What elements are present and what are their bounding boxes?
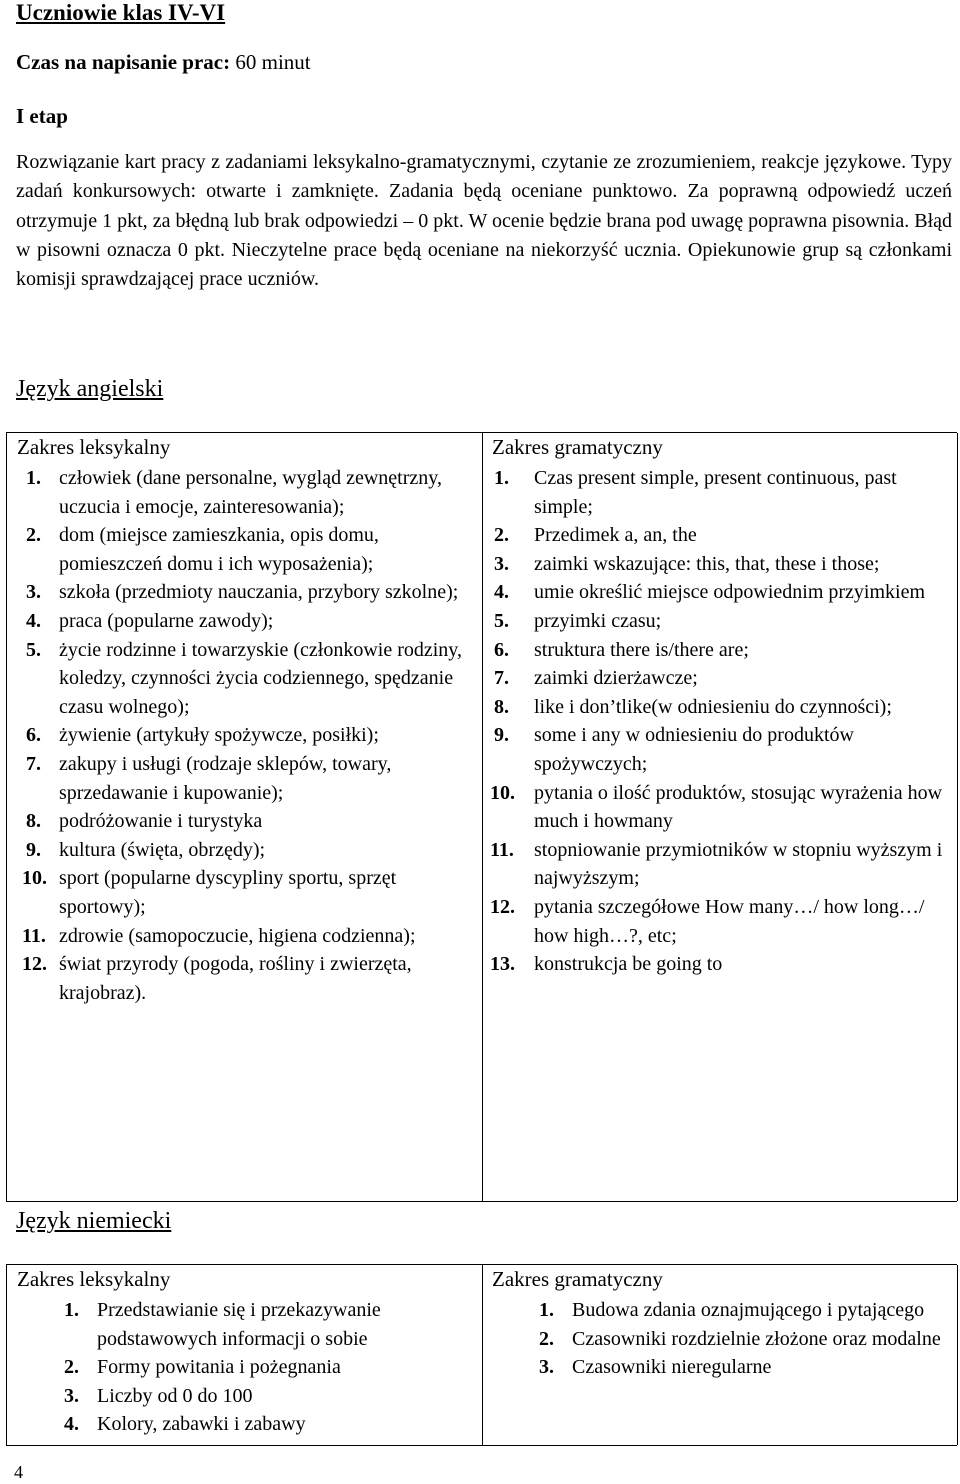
list-item-number: 7.: [494, 667, 509, 690]
list-item-number: 6.: [494, 638, 509, 661]
german-lexical-list: [64, 1296, 469, 1439]
time-label: Czas na napisanie prac:: [16, 50, 231, 74]
list-item: [539, 1353, 952, 1382]
list-item-number: 3.: [26, 581, 41, 604]
page-title: Uczniowie klas IV-VI: [16, 0, 226, 25]
list-item: [26, 521, 469, 578]
list-item-number: 1.: [26, 467, 41, 489]
list-item-text: podróżowanie i turystyka: [59, 810, 263, 833]
list-item-number: 2.: [26, 524, 41, 547]
list-item-number: 3.: [539, 1356, 554, 1379]
german-grammar-heading: Zakres gramatyczny: [492, 1267, 663, 1291]
list-item-number: 13.: [490, 953, 515, 976]
intro-paragraph: Rozwiązanie kart pracy z zadaniami leksykalno-gramatycznymi, czytanie ze zrozumieniem, reakcje językowe. Typy zadań konkursowych: otwarte i zamknięte. Zadania będą oceniane punktowo. Za poprawną odpowiedź uczeń otrzymuje 1 pkt, za błędną lub brak odpowiedzi – 0 pkt. W ocenie będzie brana pod uwagę poprawna pisownia. Błąd w pisowni oznacza 0 pkt. Nieczytelne prace będą oceniane na niekorzyść ucznia. Opiekunowie grup są członkami komisji sprawdzającej prace uczniów.: [16, 151, 952, 291]
english-lexical-heading: Zakres leksykalny: [17, 435, 171, 459]
list-item-number: 4.: [26, 609, 41, 632]
german-grid: [6, 1264, 957, 1446]
list-item-text: some i any w odniesieniu do produktów spożywczych;: [534, 724, 854, 775]
list-item: [494, 664, 946, 693]
list-item-text: like i don’tlike(w odniesieniu do czynności);: [534, 695, 892, 718]
list-item-number: 2.: [64, 1356, 79, 1379]
list-item: [490, 950, 946, 979]
list-item: [26, 750, 469, 807]
list-item: [490, 779, 946, 836]
list-item: [539, 1296, 952, 1325]
list-item-text: przyimki czasu;: [534, 609, 662, 632]
list-item-number: 12.: [22, 953, 47, 976]
list-item-text: życie rodzinne i towarzyskie (członkowie rodziny, koledzy, czynności życia codziennego, spędzanie czasu wolnego);: [59, 638, 462, 718]
list-item: [22, 922, 469, 951]
list-item-number: 12.: [490, 895, 515, 918]
list-item-text: świat przyrody (pogoda, rośliny i zwierzęta, krajobraz).: [59, 953, 412, 1004]
list-item: [490, 836, 946, 893]
list-item: [494, 693, 946, 722]
list-item-text: Czas present simple, present continuous, past simple;: [534, 467, 897, 518]
list-item-text: praca (popularne zawody);: [59, 609, 274, 632]
list-item-number: 10.: [490, 781, 515, 804]
list-item-text: żywienie (artykuły spożywcze, posiłki);: [59, 724, 379, 747]
list-item: [539, 1325, 952, 1354]
english-grammar-list: [490, 464, 946, 979]
list-item-number: 11.: [22, 924, 46, 947]
list-item-number: 7.: [26, 752, 41, 775]
list-item-number: 9.: [494, 724, 509, 747]
list-item-number: 3.: [64, 1384, 79, 1407]
list-item: [494, 636, 946, 665]
list-item: [490, 893, 946, 950]
list-item: [22, 864, 469, 921]
list-item: [22, 950, 469, 1007]
list-item: [494, 550, 946, 579]
list-item-number: 8.: [26, 810, 41, 833]
german-section-title: Język niemiecki: [16, 1208, 172, 1234]
list-item: [26, 578, 469, 607]
list-item: [26, 636, 469, 722]
list-item-number: 4.: [494, 581, 509, 604]
list-item-text: szkoła (przedmioty nauczania, przybory szkolne);: [59, 581, 459, 604]
list-item-number: 6.: [26, 724, 41, 747]
list-item-number: 1.: [64, 1299, 79, 1321]
list-item-text: Przedstawianie się i przekazywanie podstawowych informacji o sobie: [97, 1299, 381, 1350]
list-item-text: Czasowniki rozdzielnie złożone oraz modalne: [572, 1327, 941, 1350]
german-lexical-column: [6, 1265, 483, 1445]
list-item-number: 2.: [494, 524, 509, 547]
list-item-text: sport (popularne dyscypliny sportu, sprzęt sportowy);: [59, 867, 397, 918]
list-item: [494, 607, 946, 636]
time-line: [16, 50, 311, 75]
stage-label: I etap: [16, 104, 68, 128]
list-item-text: Budowa zdania oznajmującego i pytającego: [572, 1299, 925, 1321]
list-item: [26, 464, 469, 521]
english-lexical-column: [6, 433, 483, 1201]
list-item-text: Czasowniki nieregularne: [572, 1356, 772, 1379]
list-item-number: 1.: [494, 467, 509, 489]
list-item-text: zdrowie (samopoczucie, higiena codzienna);: [59, 924, 416, 947]
list-item-number: 10.: [22, 867, 47, 890]
list-item-number: 5.: [26, 638, 41, 661]
list-item-number: 1.: [539, 1299, 554, 1321]
german-lexical-heading: Zakres leksykalny: [17, 1267, 171, 1291]
english-section-title: Język angielski: [16, 376, 164, 402]
list-item-text: konstrukcja be going to: [534, 953, 723, 976]
list-item: [494, 521, 946, 550]
list-item-text: umie określić miejsce odpowiednim przyimkiem: [534, 581, 926, 604]
list-item-text: zaimki wskazujące: this, that, these i those;: [534, 552, 880, 575]
list-item-text: Liczby od 0 do 100: [97, 1384, 253, 1407]
list-item-text: zakupy i usługi (rodzaje sklepów, towary, sprzedawanie i kupowanie);: [59, 752, 392, 804]
list-item: [64, 1410, 469, 1439]
german-grammar-column: [482, 1265, 958, 1445]
list-item-text: Przedimek a, an, the: [534, 524, 697, 547]
list-item-number: 5.: [494, 609, 509, 632]
list-item: [64, 1382, 469, 1411]
english-grammar-heading: Zakres gramatyczny: [492, 435, 663, 459]
list-item-text: stopniowanie przymiotników w stopniu wyższym i najwyższym;: [534, 838, 943, 890]
list-item-text: pytania o ilość produktów, stosując wyrażenia how much i howmany: [534, 781, 943, 833]
list-item: [26, 607, 469, 636]
list-item-number: 3.: [494, 552, 509, 575]
list-item: [64, 1296, 469, 1353]
english-grid: [6, 432, 957, 1202]
list-item: [26, 836, 469, 865]
list-item: [494, 721, 946, 778]
list-item-text: dom (miejsce zamieszkania, opis domu, pomieszczeń domu i ich wyposażenia);: [59, 524, 379, 575]
english-grammar-column: [482, 433, 958, 1201]
list-item: [494, 578, 946, 607]
list-item-text: człowiek (dane personalne, wygląd zewnętrzny, uczucia i emocje, zainteresowania);: [59, 467, 442, 518]
time-value: 60 minut: [230, 50, 311, 74]
list-item: [494, 464, 946, 521]
list-item-text: zaimki dzierżawcze;: [534, 667, 698, 690]
list-item: [26, 807, 469, 836]
list-item-number: 9.: [26, 838, 41, 861]
list-item-text: kultura (święta, obrzędy);: [59, 838, 266, 861]
list-item-number: 11.: [490, 838, 514, 861]
list-item-number: 4.: [64, 1413, 79, 1436]
list-item-text: Formy powitania i pożegnania: [97, 1356, 341, 1379]
list-item-text: struktura there is/there are;: [534, 638, 749, 661]
list-item-number: 8.: [494, 695, 509, 718]
english-lexical-list: [22, 464, 469, 1007]
german-grammar-list: [539, 1296, 952, 1382]
list-item-text: Kolory, zabawki i zabawy: [97, 1413, 306, 1436]
page-number: 4: [14, 1462, 23, 1482]
list-item: [26, 721, 469, 750]
list-item-text: pytania szczegółowe How many…/ how long…/ how high…?, etc;: [534, 895, 925, 947]
list-item-number: 2.: [539, 1327, 554, 1350]
list-item: [64, 1353, 469, 1382]
